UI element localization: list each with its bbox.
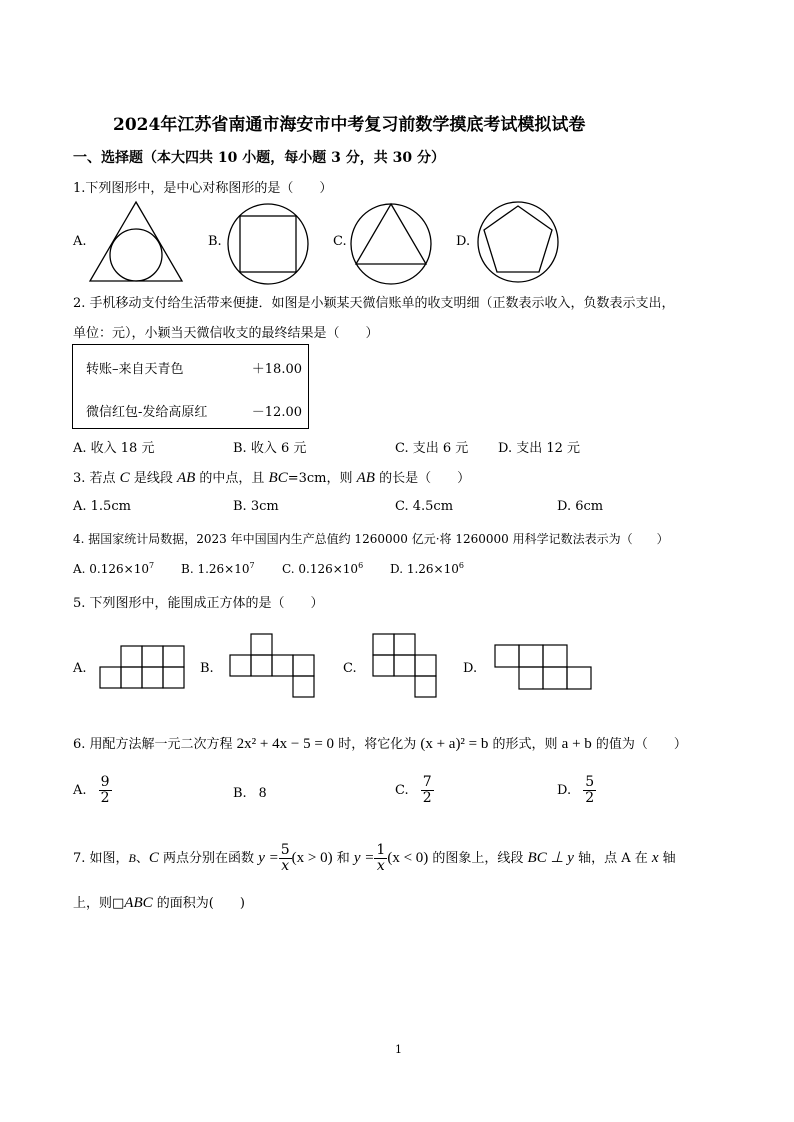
q7-triangle-abc: ABC (124, 895, 153, 911)
question-7-stem-line2 (73, 892, 245, 912)
q7-point-b: B (128, 851, 136, 865)
q6-c-num: 7 (422, 774, 432, 790)
q4-option-b (181, 561, 255, 576)
q6-option-c (395, 775, 434, 806)
q6-a-num: 9 (100, 774, 110, 790)
q3-segment-ab-2: AB (356, 470, 375, 486)
q1-figure-a-triangle-incircle (88, 200, 188, 284)
q2-option-c: C. 支出 6 元 (395, 441, 469, 456)
q6-option-d (557, 775, 596, 806)
bill-row-1-desc: 转账–来自天青色 (86, 362, 184, 377)
q6-a-label: A. (73, 783, 87, 798)
q5-net-b (230, 634, 322, 700)
q3-option-c: C. 4.5cm (395, 499, 454, 514)
q7-f2-num: 1 (376, 842, 386, 858)
q6-d-label: D. (557, 783, 572, 798)
q5-option-c-label: C. (343, 661, 357, 676)
q4-d-base: D. 1.26×10 (390, 562, 459, 576)
q7-text-6: 轴，点 A 在 (573, 851, 652, 866)
q5-option-d-label: D. (463, 661, 478, 676)
question-3-stem (73, 467, 470, 487)
q3-option-d: D. 6cm (557, 499, 604, 514)
page-title: 2024年江苏省南通市海安市中考复习前数学摸底考试模拟试卷 (113, 115, 586, 135)
q6-b-label: B. (233, 786, 247, 801)
q1-figure-d-pentagon-in-circle (476, 200, 560, 284)
q2-option-a: A. 收入 18 元 (73, 441, 155, 456)
q3-text-4: =3cm，则 (287, 471, 357, 486)
q7-f1-lhs: y = (258, 850, 279, 866)
q4-d-exp: 6 (458, 561, 464, 570)
q6-c-fraction (421, 775, 434, 806)
q7-text-5: 的图象上，线段 (428, 851, 528, 866)
q5-option-b-label: B. (200, 661, 214, 676)
q2-option-b: B. 收入 6 元 (233, 441, 307, 456)
q7-f2-condition: (x < 0) (387, 850, 429, 866)
q7-perpendicular: BC ⊥ y (527, 850, 574, 866)
q5-option-a-label: A. (73, 661, 87, 676)
q4-c-base: C. 0.126×10 (282, 562, 359, 576)
question-1-stem: 1.下列图形中，是中心对称图形的是（ ） (73, 181, 333, 196)
q1-option-b-label: B. (208, 234, 222, 249)
q3-point-c: C (119, 470, 130, 486)
q7-f2-fraction (374, 843, 387, 874)
q6-d-den: 2 (585, 790, 595, 806)
q3-text-5: 的长是（ ） (374, 471, 471, 486)
q6-option-b (233, 785, 266, 802)
q1-figure-c-triangle-in-circle (349, 202, 433, 286)
q6-c-label: C. (395, 783, 409, 798)
q6-d-fraction (583, 775, 596, 806)
question-6-stem (73, 733, 687, 753)
q7-text-3: 两点分别在函数 (158, 851, 259, 866)
q4-a-exp: 7 (148, 561, 155, 570)
q3-segment-ab: AB (176, 470, 196, 486)
q3-segment-bc: BC (268, 470, 288, 486)
q6-b-value: 8 (258, 785, 267, 801)
q2-option-d: D. 支出 12 元 (498, 441, 581, 456)
q6-sum-expr: a + b (561, 736, 592, 752)
q7-point-c: C (148, 850, 159, 866)
bill-row-2-amount: －12.00 (251, 405, 302, 420)
q4-option-c (282, 561, 363, 576)
q3-text-3: 的中点，且 (195, 471, 269, 486)
q7-f1-condition: (x > 0) (291, 850, 333, 866)
page-number: 1 (395, 1043, 402, 1056)
q6-text-4: 的值为（ ） (591, 737, 687, 752)
q7-f1-num: 5 (280, 842, 290, 858)
q7-f2-lhs: y = (353, 850, 375, 866)
q5-net-d (495, 645, 595, 693)
q4-option-d (390, 561, 464, 576)
q4-c-exp: 6 (358, 561, 364, 570)
q7-f1-den: x (281, 858, 290, 874)
q6-text-2: 时，将它化为 (334, 737, 421, 752)
q6-text-3: 的形式，则 (488, 737, 562, 752)
q1-figure-b-square-in-circle (226, 202, 310, 286)
q6-completed-square: (x + a)² = b (420, 736, 489, 752)
q3-option-a: A. 1.5cm (73, 499, 131, 514)
q3-text-2: 是线段 (129, 471, 177, 486)
question-5-stem: 5. 下列图形中，能围成正方体的是（ ） (73, 596, 324, 611)
q6-option-a (73, 775, 112, 806)
q7-text-7: 轴 (658, 851, 676, 866)
q3-option-b: B. 3cm (233, 499, 279, 514)
q3-text-1: 3. 若点 (73, 471, 120, 486)
q6-d-num: 5 (585, 774, 595, 790)
question-7-stem-line1 (73, 843, 676, 874)
q7-text-9: 的面积为( ) (152, 896, 245, 911)
q7-text-1: 7. 如图， (73, 851, 129, 866)
q4-a-base: A. 0.126×10 (73, 562, 149, 576)
q5-net-a (100, 646, 190, 690)
q7-x-axis-var: x (651, 850, 659, 866)
question-4-stem: 4. 据国家统计局数据，2023 年中国国内生产总值约 1260000 亿元·将 1260000 用科学记数法表示为（ ） (73, 532, 669, 546)
q7-text-8: 上，则□ (73, 896, 125, 911)
question-2-stem-line1: 2. 手机移动支付给生活带来便捷．如图是小颖某天微信账单的收支明细（正数表示收入，负数表示支出， (73, 296, 675, 311)
q7-f2-den: x (376, 858, 385, 874)
q6-c-den: 2 (422, 790, 432, 806)
bill-row-2-desc: 微信红包-发给高原红 (86, 405, 208, 420)
q7-text-4: 和 (336, 851, 354, 866)
q4-b-base: B. 1.26×10 (181, 562, 250, 576)
bill-row-1-amount: ＋18.00 (251, 362, 302, 377)
question-2-stem-line2: 单位：元），小颖当天微信收支的最终结果是（ ） (73, 326, 379, 341)
q5-net-c (373, 634, 443, 702)
q6-equation: 2x² + 4x − 5 = 0 (236, 736, 335, 752)
q7-text-2: 、 (135, 851, 149, 866)
wechat-bill-box (72, 344, 309, 429)
q4-option-a (73, 561, 154, 576)
q1-option-c-label: C. (333, 234, 347, 249)
q7-f1-fraction (279, 843, 292, 874)
section-heading: 一、选择题（本大四共 10 小题，每小题 3 分，共 30 分） (73, 150, 445, 166)
q6-a-den: 2 (100, 790, 110, 806)
q6-text-1: 6. 用配方法解一元二次方程 (73, 737, 237, 752)
q1-option-a-label: A. (73, 234, 87, 249)
q4-b-exp: 7 (249, 561, 255, 570)
q6-a-fraction (99, 775, 112, 806)
q1-option-d-label: D. (456, 234, 471, 249)
